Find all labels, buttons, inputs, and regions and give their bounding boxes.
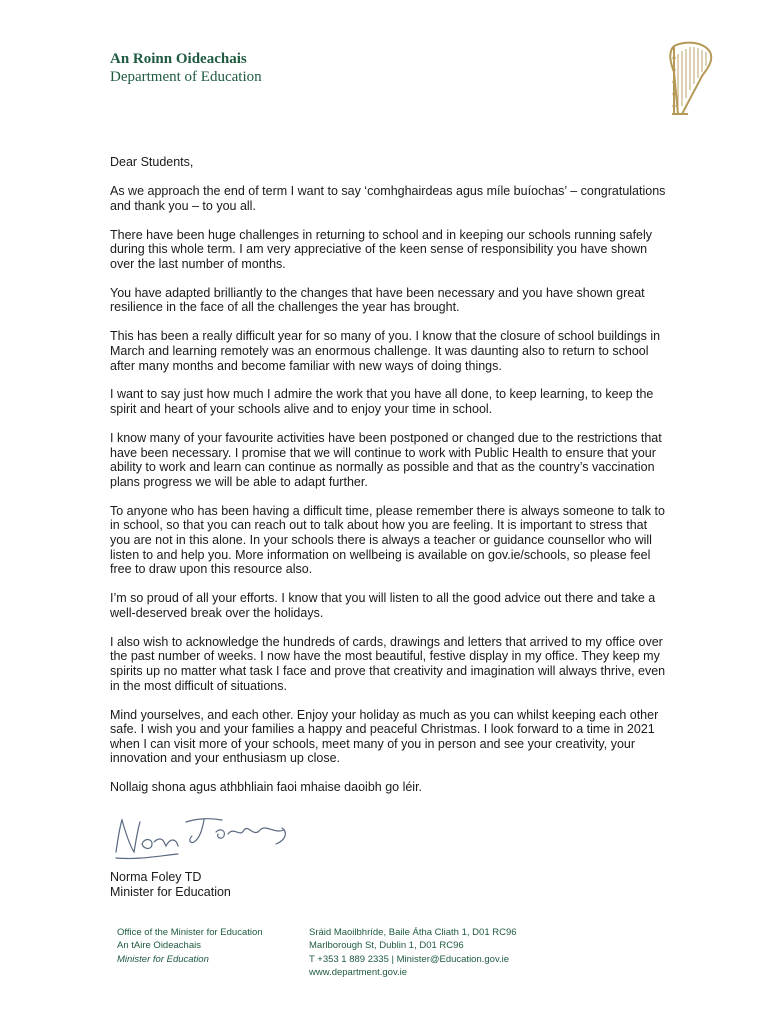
footer-office [117,926,263,966]
footer-office-english: Office of the Minister for Education [117,927,263,938]
harp-icon [660,38,720,120]
letter-body [110,155,670,809]
signatory-name: Norma Foley TD [110,870,202,884]
footer-office-irish: An tAire Oideachais [117,940,201,952]
paragraph: I know many of your favourite activities have been postponed or changed due to the restrictions that have been necessary. I promise that we will continue to work with Public Health to ensure that your ability to work and learn can continue as normally as possible and that as the country’s vaccination plans progress we will be able to adapt further. [110,431,662,489]
salutation: Dear Students, [110,155,194,169]
paragraph: You have adapted brilliantly to the changes that have been necessary and you have shown great resilience in the face of all the challenges the year has brought. [110,285,645,315]
footer-phone-email: T +353 1 889 2335 | Minister@Education.gov.ie [309,953,510,965]
paragraph-closing-irish: Nollaig shona agus athbhliain faoi mhaise daoibh go léir. [110,780,423,795]
paragraph: There have been huge challenges in returning to school and in keeping our schools running safely during this whole term. I am very appreciative of the keen sense of responsibility you have shown over the last number of months. [110,227,653,271]
paragraph: I want to say just how much I admire the work that you have all done, to keep learning, to keep the spirit and heart of your schools alive and to enjoy your time in school. [110,387,654,417]
paragraph: Mind yourselves, and each other. Enjoy your holiday as much as you can whilst keeping each other safe. I wish you and your families a happy and peaceful Christmas. I look forward to a time in 2021 when I can visit more of your schools, meet many of you in person and see your creativity, your innovation and your enthusiasm up close. [110,707,659,766]
signatory-title: Minister for Education [110,884,231,899]
letterhead [110,50,262,86]
paragraph: I also wish to acknowledge the hundreds of cards, drawings and letters that arrived to my office over the past number of weeks. I now have the most beautiful, festive display in my office. They keep my spirits up no matter what task I face and prove that creativity and imagination will always thrive, even in the most difficult of situations. [110,634,666,693]
signature-mark [108,808,298,868]
paragraph: To anyone who has been having a difficult time, please remember there is always someone to talk to in school, so that you can reach out to talk about how you are feeling. It is important to stress that you are not in this alone. In your schools there is always a teacher or guidance counsellor who will listen to and help you. More information on wellbeing is available on gov.ie/schools, so please feel free to draw upon this resource also. [110,503,665,577]
paragraph: This has been a really difficult year for so many of you. I know that the closure of school buildings in March and learning remotely was an enormous challenge. It was daunting also to return to school after many months and become familiar with new ways of doing things. [110,329,661,373]
paragraph: I’m so proud of all your efforts. I know that you will listen to all the good advice out there and take a well-deserved break over the holidays. [110,591,656,620]
paragraph: As we approach the end of term I want to say ‘comhghairdeas agus míle buíochas’ – congratulations and thank you – to you all. [110,183,666,213]
footer-contact [309,926,517,980]
footer-address-english: Marlborough St, Dublin 1, D01 RC96 [309,940,464,952]
footer-office-role: Minister for Education [117,953,209,965]
footer-address-irish: Sráid Maoilbhríde, Baile Átha Cliath 1, D01 RC96 [309,927,517,938]
department-name-english: Department of Education [110,69,262,85]
signoff [110,870,231,899]
department-name-irish: An Roinn Oideachais [110,51,247,67]
footer-website-link[interactable]: www.department.gov.ie [309,967,408,979]
